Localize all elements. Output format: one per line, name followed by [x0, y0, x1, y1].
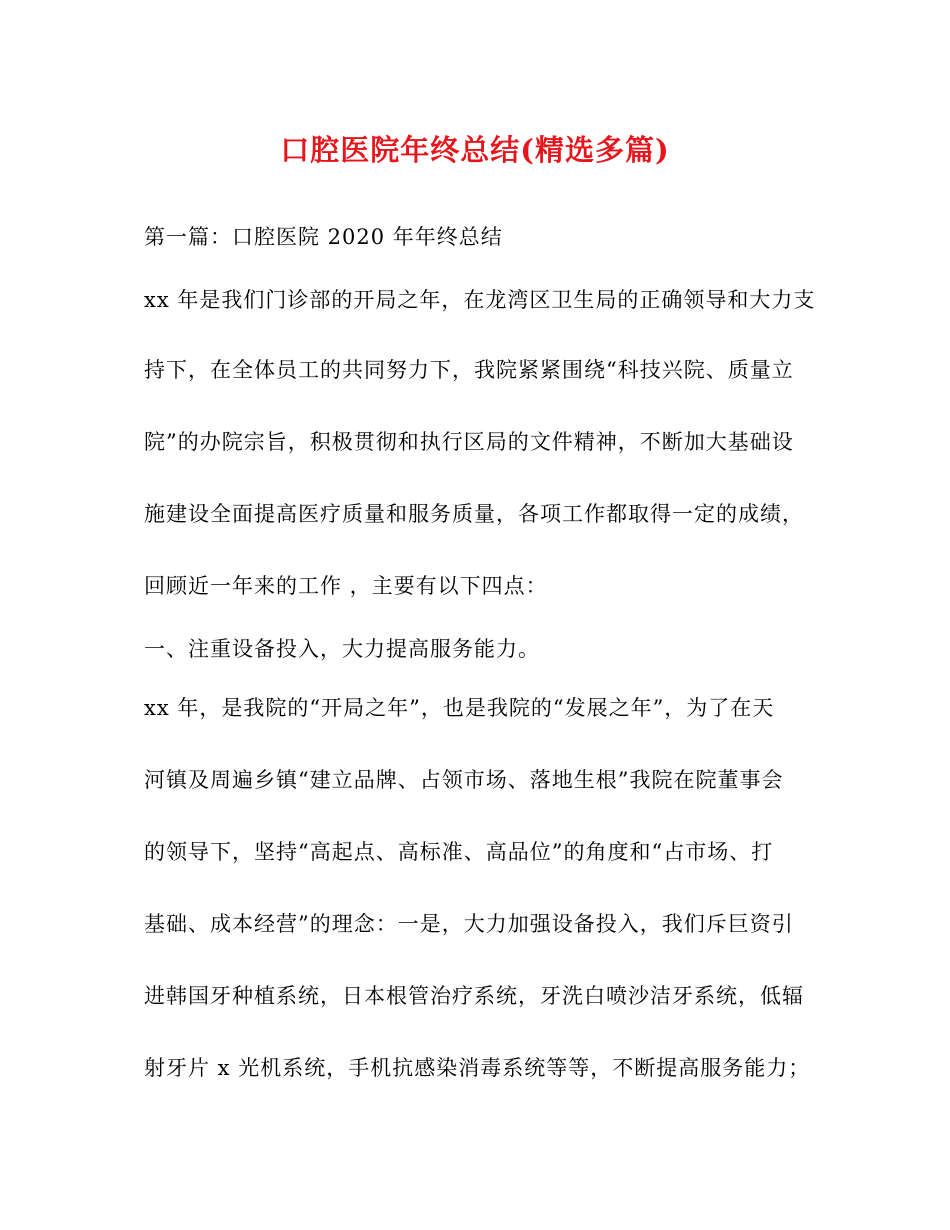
- document-title: 口腔医院年终总结(精选多篇): [280, 133, 670, 167]
- paragraph-line: 施建设全面提高医疗质量和服务质量，各项工作都取得一定的成绩，: [144, 502, 804, 526]
- paragraph-line: 院”的办院宗旨，积极贯彻和执行区局的文件精神，不断加大基础设: [144, 430, 794, 454]
- paragraph-line: 基础、成本经营”的理念：一是，大力加强设备投入，我们斥巨资引: [144, 912, 794, 936]
- subheading-1: 一、注重设备投入，大力提高服务能力。: [144, 637, 540, 661]
- paragraph-line: 河镇及周遍乡镇“建立品牌、占领市场、落地生根”我院在院董事会: [144, 768, 784, 792]
- paragraph-line: 进韩国牙种植系统，日本根管治疗系统，牙洗白喷沙洁牙系统，低辐: [144, 984, 804, 1008]
- section-heading-1: 第一篇：口腔医院 2020 年年终总结: [144, 225, 503, 249]
- paragraph-line: 射牙片 x 光机系统，手机抗感染消毒系统等等，不断提高服务能力；: [144, 1056, 811, 1080]
- paragraph-line: 的领导下，坚持“高起点、高标准、高品位”的角度和“占市场、打: [144, 840, 774, 864]
- paragraph-line: 持下，在全体员工的共同努力下，我院紧紧围绕“科技兴院、质量立: [144, 358, 794, 382]
- paragraph-line: 回顾近一年来的工作 ，主要有以下四点：: [144, 574, 548, 598]
- paragraph-line: xx 年，是我院的“开局之年”，也是我院的“发展之年”，为了在天: [144, 696, 775, 720]
- paragraph-line: xx 年是我们门诊部的开局之年，在龙湾区卫生局的正确领导和大力支: [144, 288, 816, 312]
